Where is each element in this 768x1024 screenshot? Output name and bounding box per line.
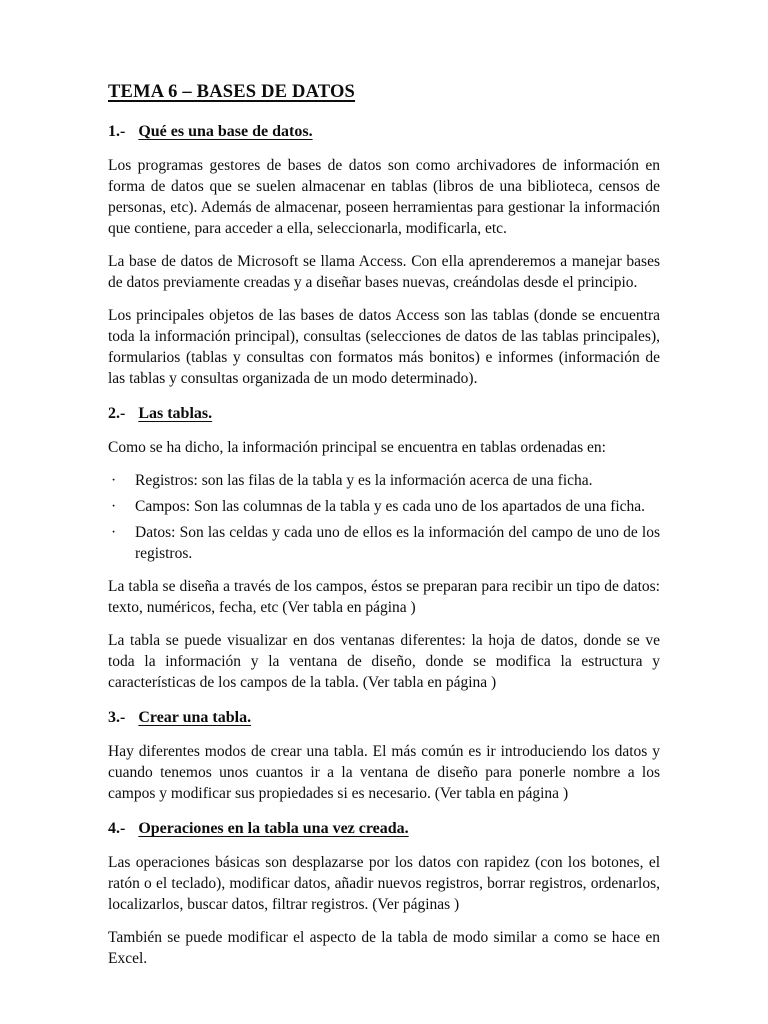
- section-2-number: 2.-: [108, 405, 126, 422]
- section-2-heading-text: Las tablas.: [138, 405, 213, 422]
- document-title: [108, 82, 660, 103]
- section-2-intro: Como se ha dicho, la información principal se encuentra en tablas ordenadas en:: [108, 439, 606, 456]
- section-3-heading: [108, 709, 660, 727]
- list-item: [108, 496, 660, 517]
- section-1-paragraph-3: Los principales objetos de las bases de datos Access son las tablas (donde se encuentra toda la información principal), consultas (selecciones de datos de las tablas principales), formularios (tablas y consultas con formatos más bonitos) e informes (información de las tablas y consultas organizada de un modo determinado).: [108, 307, 660, 387]
- bullet-marker: ·: [111, 498, 117, 515]
- list-item: [108, 470, 660, 491]
- section-4-number: 4.-: [108, 820, 126, 837]
- section-1-heading-text: Qué es una base de datos.: [138, 123, 313, 140]
- section-4-heading: [108, 820, 660, 838]
- section-1-paragraph-1: Los programas gestores de bases de datos son como archivadores de información en forma de datos que se suelen almacenar en tablas (libros de una biblioteca, censos de personas, etc). Además de almacenar, poseen herramientas para gestionar la información que contiene, para acceder a ella, seleccionarla, modificarla, etc.: [108, 157, 660, 237]
- section-4-paragraph-2: También se puede modificar el aspecto de la tabla de modo similar a como se hace en Excel.: [108, 929, 660, 967]
- list-item-text: Campos: Son las columnas de la tabla y es cada uno de los apartados de una ficha.: [135, 498, 646, 515]
- section-2-heading: [108, 405, 660, 423]
- list-item: [108, 522, 660, 564]
- section-1-heading: [108, 123, 660, 141]
- list-item-text: Registros: son las filas de la tabla y es la información acerca de una ficha.: [135, 472, 593, 489]
- document-title-text: TEMA 6 – BASES DE DATOS: [108, 82, 356, 102]
- section-1-paragraph-2: La base de datos de Microsoft se llama Access. Con ella aprenderemos a manejar bases de datos previamente creadas y a diseñar bases nuevas, creándolas desde el principio.: [108, 253, 660, 291]
- bullet-marker: ·: [111, 472, 117, 489]
- bullet-list: [108, 470, 660, 564]
- bullet-marker: ·: [111, 524, 117, 541]
- list-item-text: Datos: Son las celdas y cada uno de ellos es la información del campo de uno de los registros.: [135, 524, 660, 562]
- section-3-number: 3.-: [108, 709, 126, 726]
- section-4-heading-text: Operaciones en la tabla una vez creada.: [138, 820, 409, 837]
- section-2-paragraph-2: La tabla se puede visualizar en dos ventanas diferentes: la hoja de datos, donde se ve toda la información y la ventana de diseño, donde se modifica la estructura y características de los campos de la tabla. (Ver tabla en página ): [108, 632, 660, 691]
- section-2-paragraph-1: La tabla se diseña a través de los campos, éstos se preparan para recibir un tipo de datos: texto, numéricos, fecha, etc (Ver tabla en página ): [108, 578, 660, 616]
- section-4-paragraph-1: Las operaciones básicas son desplazarse por los datos con rapidez (con los botones, el ratón o el teclado), modificar datos, añadir nuevos registros, borrar registros, ordenarlos, localizarlos, buscar datos, filtrar registros. (Ver páginas ): [108, 854, 660, 913]
- section-1-number: 1.-: [108, 123, 126, 140]
- section-3-paragraph-1: Hay diferentes modos de crear una tabla. El más común es ir introduciendo los datos y cuando tenemos unos cuantos ir a la ventana de diseño para ponerle nombre a los campos y modificar sus propiedades si es necesario. (Ver tabla en página ): [108, 743, 660, 802]
- section-3-heading-text: Crear una tabla.: [138, 709, 252, 726]
